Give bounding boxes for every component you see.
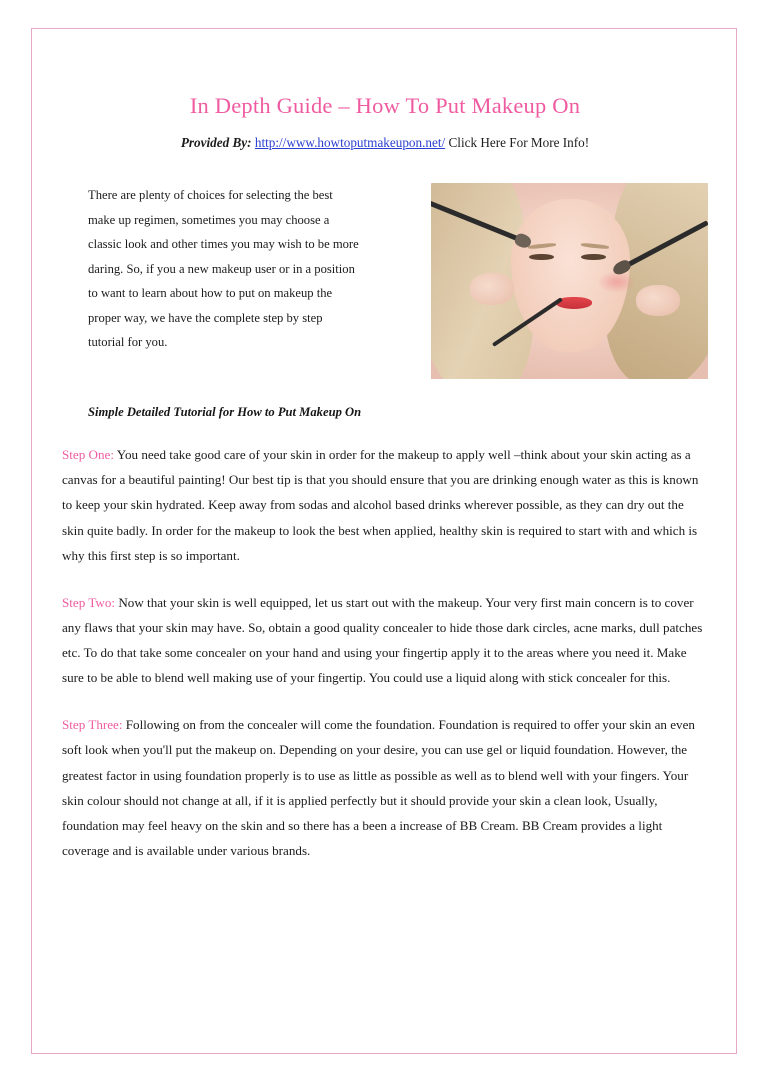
step-paragraph — [62, 442, 708, 568]
source-link[interactable]: http://www.howtoputmakeupon.net/ — [254, 135, 446, 150]
photo-hand-right — [636, 285, 680, 316]
step-label: Step Three: — [62, 717, 123, 733]
photo-hand-left — [470, 273, 514, 304]
byline-label: Provided By: — [180, 135, 252, 150]
step-label: Step Two: — [62, 594, 116, 610]
intro-section — [62, 183, 708, 383]
byline-cta: Click Here For More Info! — [448, 135, 590, 150]
step-text: Now that your skin is well equipped, let us start out with the makeup. Your very first main concern is to cover any flaws that your skin may have. So, obtain a good quality concealer to hide those dark circles, acne marks, dull patches etc. To do that take some concealer on your hand and using your fingertip apply it to the areas where you need it. Make sure to be able to blend well making use of your fingertip. You could use a liquid along with stick concealer for this. — [62, 594, 703, 686]
section-subheading: Simple Detailed Tutorial for How to Put Makeup On — [88, 405, 362, 420]
step-text: Following on from the concealer will come the foundation. Foundation is required to offer your skin an even soft look when you'll put the makeup on. Depending on your desire, you can use gel or liquid foundation. However, the greatest factor in using foundation properly is to use as little as possible as well as to blend well with your fingers. Your skin colour should not change at all, if it is applied perfectly but it should provide your skin a clean look, Usually, foundation may feel heavy on the skin and so there has a been a increase of BB Cream. BB Cream provides a light coverage and is available under various brands. — [62, 717, 695, 858]
makeup-photo-illustration — [431, 183, 708, 379]
document-content — [62, 62, 708, 876]
step-paragraph — [62, 590, 708, 691]
page-title: In Depth Guide – How To Put Makeup On — [189, 93, 581, 118]
intro-paragraph: There are plenty of choices for selecting the best make up regimen, sometimes you may choose a classic look and other times you may wish to be more daring. So, if you a new makeup user or in a position to want to learn about how to put on makeup the proper way, we have the complete step by step tutorial for you. — [88, 188, 359, 350]
step-label: Step One: — [62, 447, 115, 463]
byline — [62, 134, 708, 151]
step-text: You need take good care of your skin in order for the makeup to apply well –think about your skin acting as a canvas for a beautiful painting! Our best tip is that you should ensure that you are drinking enough water as this is known to keep your skin hydrated. Keep away from sodas and alcohol based drinks wherever possible, as they can dry out the skin quite badly. In order for the makeup to look the best when applied, healthy skin is required to start with and which is why this first step is so important. — [62, 447, 699, 563]
makeup-photo — [431, 183, 708, 379]
step-paragraph — [62, 712, 708, 863]
